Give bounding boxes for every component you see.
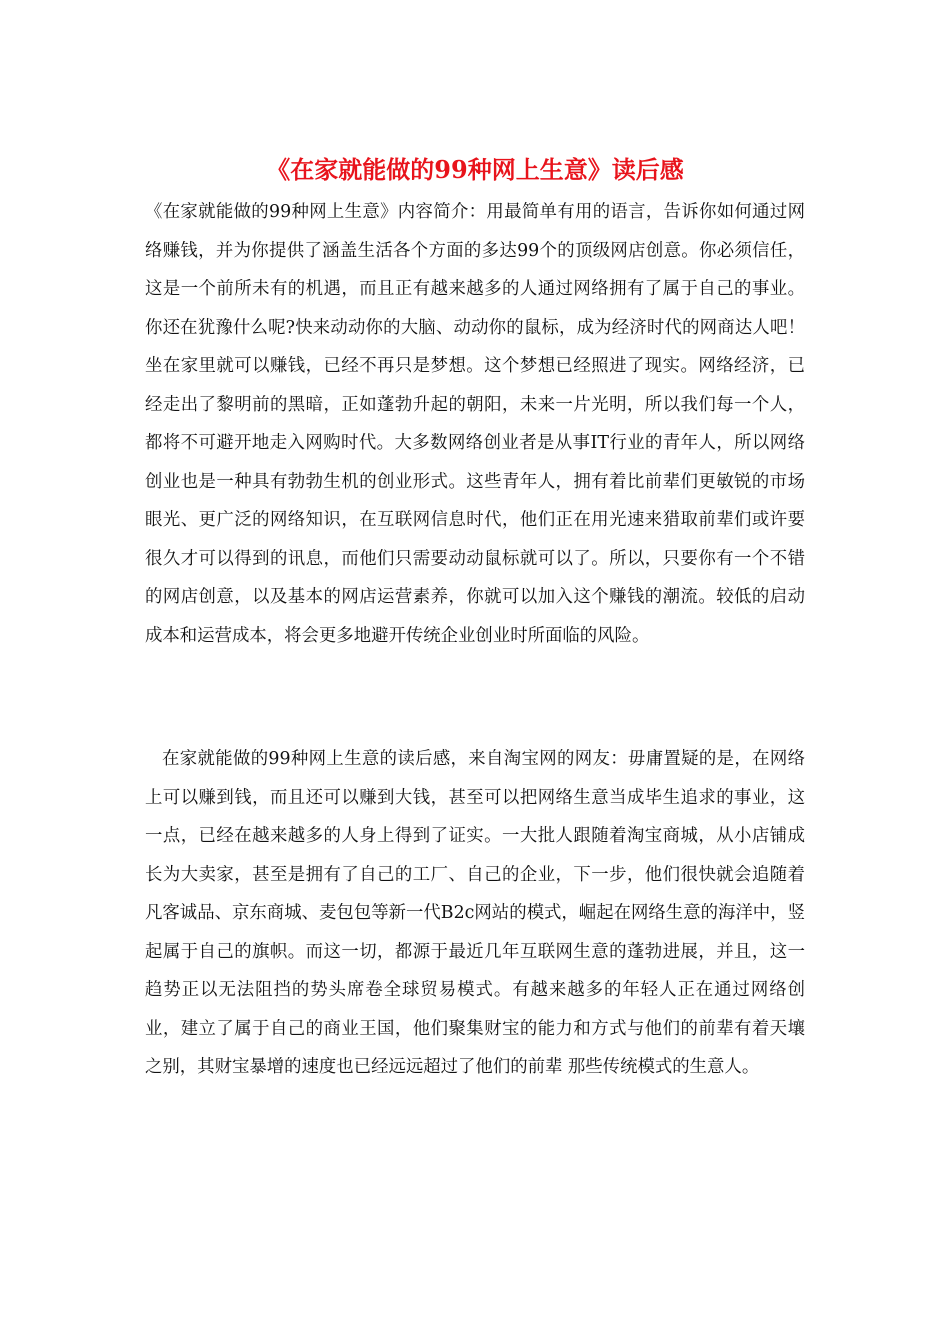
document-title: 《在家就能做的99种网上生意》读后感 xyxy=(266,155,684,184)
paragraph-review: 在家就能做的99种网上生意的读后感，来自淘宝网的网友：毋庸置疑的是，在网络上可以赚到钱，而且还可以赚到大钱，甚至可以把网络生意当成毕生追求的事业，这一点，已经在越来越多的人身上得到了证实。一大批人跟随着淘宝商城，从小店铺成长为大卖家，甚至是拥有了自己的工厂、自己的企业，下一步，他们很快就会追随着凡客诚品、京东商城、麦包包等新一代B2c网站的模式，崛起在网络生意的海洋中，竖起属于自己的旗帜。而这一切，都源于最近几年互联网生意的蓬勃进展，并且，这一趋势正以无法阻挡的势头席卷全球贸易模式。有越来越多的年轻人正在通过网络创业，建立了属于自己的商业王国，他们聚集财宝的能力和方式与他们的前辈有着天壤之别，其财宝暴增的速度也已经远远超过了他们的前辈 那些传统模式的生意人。 xyxy=(145,749,805,1077)
paragraph-intro: 《在家就能做的99种网上生意》内容简介：用最简单有用的语言，告诉你如何通过网络赚钱，并为你提供了涵盖生活各个方面的多达99个的顶级网店创意。你必须信任，这是一个前所未有的机遇，而且正有越来越多的人通过网络拥有了属于自己的事业。你还在犹豫什么呢?快来动动你的大脑、动动你的鼠标，成为经济时代的网商达人吧！坐在家里就可以赚钱，已经不再只是梦想。这个梦想已经照进了现实。网络经济，已经走出了黎明前的黑暗，正如蓬勃升起的朝阳，未来一片光明，所以我们每一个人，都将不可避开地走入网购时代。大多数网络创业者是从事IT行业的青年人，所以网络创业也是一种具有勃勃生机的创业形式。这些青年人，拥有着比前辈们更敏锐的市场眼光、更广泛的网络知识，在互联网信息时代，他们正在用光速来猎取前辈们或许要很久才可以得到的讯息，而他们只需要动动鼠标就可以了。所以，只要你有一个不错的网店创意，以及基本的网店运营素养，你就可以加入这个赚钱的潮流。较低的启动成本和运营成本，将会更多地避开传统企业创业时所面临的风险。 xyxy=(145,202,805,646)
